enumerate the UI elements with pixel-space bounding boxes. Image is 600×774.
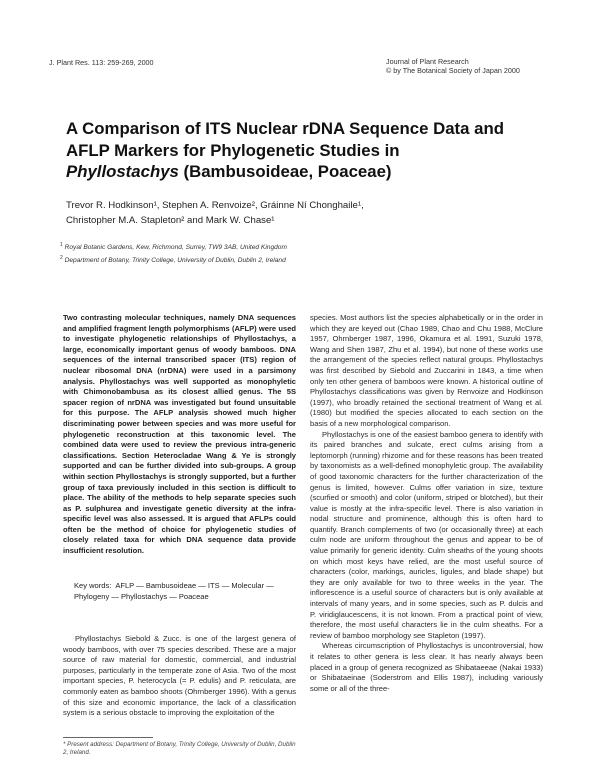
affiliation-1 xyxy=(60,240,540,253)
intro-paragraph: Phyllostachys Siebold & Zucc. is one of the largest genera of woody bamboos, with over 75 species described. These are a major source of raw material for domestic, commercial, and industrial purposes, particularly in the temperate zone of Asia. Two of the most important species, P. heterocycla (= P. edulis) and P. reticulata, are commonly eaten as bamboo shoots (Ohrnberger 1996). With a genus of this size and economic importance, the lack of a classification system is a serious obstacle to improving the exploitation of the xyxy=(63,634,296,718)
abstract: Two contrasting molecular techniques, namely DNA sequences and amplified fragment length polymorphisms (AFLP) were used to investigate phylogenetic relationships of Phyllostachys, a large, economically important genus of woody bamboos. DNA sequences of the internal transcribed spacer (ITS) region of nuclear ribosomal DNA (nrDNA) were used in a parsimony analysis. Phyllostachys was well supported as monophyletic with Chimonobambusa as its closest allied genus. The 5S spacer region of nrDNA was investigated but found unsuitable for this purpose. The AFLP analysis showed much higher discriminating power between species and was more useful for phylogenetic reconstruction at this taxonomic level. The combined data were used to review the previous intra-generic classifications. Section Heterocladae Wang & Ye is strongly supported and can be further divided into sub-groups. A group within section Phyllostachys is strongly supported, but a further group of taxa previously included in this section is difficult to place. The ability of the methods to help separate species such as P. sulphurea and investigate genetic diversity at the infra-specific level was also assessed. It is argued that AFLPs could often be the method of choice for phylogenetic studies of closely related taxa for which DNA sequence data provide insufficient resolution. xyxy=(63,313,296,556)
affiliation-1-text: Royal Botanic Gardens, Kew, Richmond, Surrey, TW9 3AB, United Kingdom xyxy=(64,244,287,252)
affiliations xyxy=(60,240,540,266)
author-list xyxy=(66,199,536,228)
affiliation-1-number: 1 xyxy=(60,242,63,248)
journal-name: Journal of Plant Research xyxy=(386,57,469,66)
affiliation-2-text: Department of Botany, Trinity College, University of Dublin, Dublin 2, Ireland xyxy=(64,257,286,265)
keywords-text: AFLP — Bambusoideae — ITS — Molecular — Phylogeny — Phyllostachys — Poaceae xyxy=(74,581,274,601)
authors-line-2: Christopher M.A. Stapleton² and Mark W. Chase¹ xyxy=(66,214,275,226)
right-column-text xyxy=(310,313,543,694)
journal-copyright: © by The Botanical Society of Japan 2000 xyxy=(386,66,520,75)
footnote-divider xyxy=(63,737,153,738)
keywords xyxy=(74,581,299,602)
affiliation-2-number: 2 xyxy=(60,255,63,262)
title-subfamily: (Bambusoideae, Poaceae) xyxy=(178,162,392,181)
title-line-3 xyxy=(66,161,536,183)
introduction-text xyxy=(63,634,296,719)
title-line-1: A Comparison of ITS Nuclear rDNA Sequence Data and xyxy=(66,119,504,138)
col2-paragraph-2: Phyllostachys is one of the easiest bamboo genera to identify with its paired branches and sulcate, erect culms arising from a leptomorph (running) rhizome and for these reasons has been treated by taxonomists as a well-defined monophyletic group. The availability of good taxonomic characters for the further characterization of the genus is limited, however. Culms offer variation in size, texture (scurfied or smooth) and color (uniform, striped or blotched), but their value is mostly at the infra-specific level. There is also variation in nodal structure and prominence, although this is often hard to quantify. Branch complements of two (or occasionally three) at each culm node are uniform throughout the genus and appear to be of value primarily for generic identity. Culm sheaths of the young shoots on which most keys have relied, are the most useful source of characters (color, markings, auricles, ligules, and blade shape) but they are only available for two to three weeks in the year. The inflorescence is a useful source of characters but is only available at intervals of many years, and in some species, such as P. dulcis and P. viridiglaucescens, it is not known. From a practical point of view, therefore, the most useful characters lie in the culm sheaths. For a review of bamboo morphology see Stapleton (1997). xyxy=(310,429,543,640)
authors-line-1: Trevor R. Hodkinson¹, Stephen A. Renvoize², Gráinne Ní Chonghaile¹, xyxy=(66,200,364,211)
title-genus: Phyllostachys xyxy=(66,162,179,181)
journal-header xyxy=(386,57,520,75)
title-line-2: AFLP Markers for Phylogenetic Studies in xyxy=(66,140,400,160)
col2-paragraph-3: Whereas circumscription of Phyllostachys is uncontroversial, how it relates to other genera is less clear. It has nearly always been placed in a group of genera recognized as Shibataeeae (Nakai 1933) or Shibataeinae (Soderstrom and Ellis 1987), including variously some or all of the three- xyxy=(310,641,543,693)
paper-title xyxy=(66,118,536,183)
col2-paragraph-1: species. Most authors list the species alphabetically or in the order in which they are keyed out (Chao 1989, Chao and Chu 1988, McClure 1957, Ohrnberger 1987, 1996, Okamura et al. 1991, Suzuki 1978, Wang and Shen 1987, Zhu et al. 1994), but none of these works use the arrangement of the species reflect natural groups. Phyllostachys was first described by Siebold and Zuccarini in 1843, a time when only ten other genera of bamboos were known. A historical outline of Phyllostachys classifications was given by Renvoize and Hodkinson (1997), who broadly retained the sectional treatment of Wang et al. (1980) but modified the species allocated to each section on the basis of a new morphological comparison. xyxy=(310,313,543,428)
journal-citation: J. Plant Res. 113: 259-269, 2000 xyxy=(49,58,154,67)
affiliation-2 xyxy=(60,253,540,266)
footnote: * Present address: Department of Botany, Trinity College, University of Dublin, Dublin 2, Ireland. xyxy=(63,741,296,756)
keywords-label: Key words: xyxy=(74,581,112,590)
